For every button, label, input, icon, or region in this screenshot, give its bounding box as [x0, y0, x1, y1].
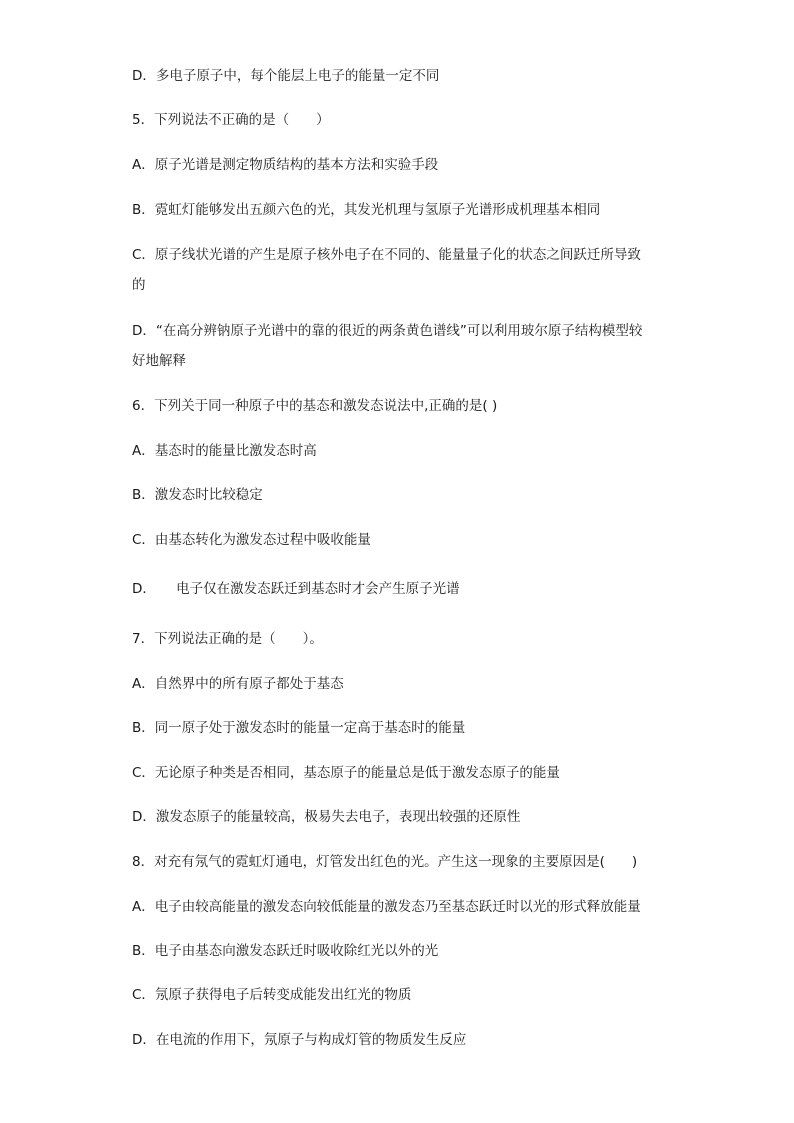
question-5-option-c-cont: 的: [132, 277, 146, 293]
question-8-option-d: D．在电流的作用下，氖原子与构成灯管的物质发生反应: [132, 1032, 467, 1048]
question-5-option-a: A．原子光谱是测定物质结构的基本方法和实验手段: [132, 157, 439, 173]
question-5-option-b: B．霓虹灯能够发出五颜六色的光，其发光机理与氢原子光谱形成机理基本相同: [132, 202, 601, 218]
question-6-option-a: A．基态时的能量比激发态时高: [132, 443, 317, 459]
question-6-stem: 6．下列关于同一种原子中的基态和激发态说法中,正确的是( ): [132, 398, 498, 414]
question-6-option-c: C．由基态转化为激发态过程中吸收能量: [132, 532, 371, 548]
question-8-option-b: B．电子由基态向激发态跃迁时吸收除红光以外的光: [132, 943, 439, 959]
question-8-stem: 8．对充有氖气的霓虹灯通电，灯管发出红色的光。产生这一现象的主要原因是( ): [132, 854, 638, 870]
question-5-option-d-cont: 好地解释: [132, 353, 186, 369]
question-7-option-a: A．自然界中的所有原子都处于基态: [132, 676, 344, 692]
question-5-option-d: D．“在高分辨钠原子光谱中的靠的很近的两条黄色谱线”可以利用玻尔原子结构模型较: [132, 323, 643, 339]
question-5-option-c: C．原子线状光谱的产生是原子核外电子在不同的、能量量子化的状态之间跃迁所导致: [132, 247, 641, 263]
question-8-option-a: A．电子由较高能量的激发态向较低能量的激发态乃至基态跃迁时以光的形式释放能量: [132, 899, 641, 915]
question-7-option-d: D．激发态原子的能量较高，极易失去电子，表现出较强的还原性: [132, 809, 521, 825]
question-6-option-b: B．激发态时比较稳定: [132, 487, 263, 503]
question-4-option-d: D．多电子原子中，每个能层上电子的能量一定不同: [132, 68, 440, 84]
question-8-option-c: C．氖原子获得电子后转变成能发出红光的物质: [132, 987, 412, 1003]
question-5-stem: 5．下列说法不正确的是（ ）: [132, 112, 330, 128]
question-7-option-c: C．无论原子种类是否相同，基态原子的能量总是低于激发态原子的能量: [132, 765, 560, 781]
question-6-option-d: D． 电子仅在激发态跃迁到基态时才会产生原子光谱: [132, 581, 460, 597]
question-7-stem: 7．下列说法正确的是（ ）。: [132, 631, 323, 647]
question-7-option-b: B．同一原子处于激发态时的能量一定高于基态时的能量: [132, 720, 466, 736]
